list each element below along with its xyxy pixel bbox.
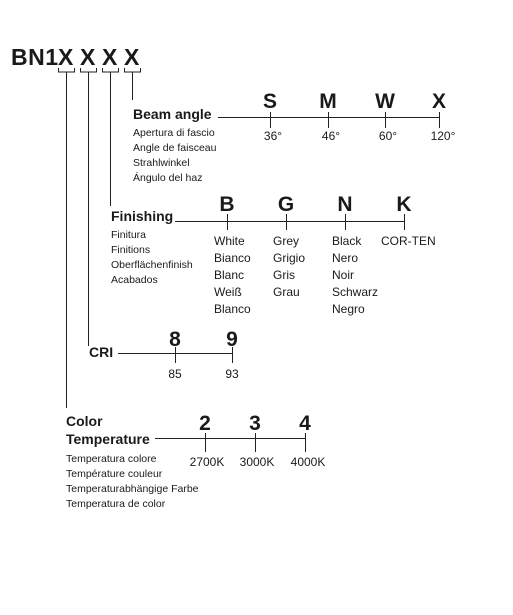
cct-value-4000k: 4000K — [290, 455, 326, 469]
finish-names-g: Grey Grigio Gris Grau — [273, 234, 306, 299]
beam-code-w: W — [375, 90, 395, 113]
code-placeholder-3: X — [102, 44, 118, 70]
finishing-title: Finishing — [111, 208, 174, 224]
finish-names-n: Black Nero Noir Schwarz Negro — [332, 234, 379, 316]
beam-angle-translations: Apertura di fascio Angle de faisceau Strahlwinkel Ángulo del haz — [133, 127, 217, 184]
cri-title: CRI — [89, 344, 114, 360]
beam-value-w: 60° — [378, 129, 398, 143]
finish-code-k: K — [396, 193, 412, 216]
beam-code-x: X — [431, 90, 447, 113]
beam-value-s: 36° — [263, 129, 283, 143]
finish-code-g: G — [277, 193, 295, 216]
finish-names-b: White Bianco Blanc Weiß Blanco — [214, 234, 251, 316]
finish-names-k: COR-TEN — [381, 234, 436, 248]
cct-code-3: 3 — [249, 412, 261, 435]
code-placeholder-4: X — [124, 44, 140, 70]
beam-value-x: 120° — [430, 129, 456, 143]
cri-value-93: 93 — [225, 367, 239, 381]
code-placeholder-1: X — [58, 44, 74, 70]
code-prefix: BN1 — [11, 44, 59, 70]
finish-code-b: B — [219, 193, 235, 216]
cct-value-3000k: 3000K — [239, 455, 275, 469]
beam-angle-title: Beam angle — [133, 106, 212, 122]
cct-code-2: 2 — [199, 412, 211, 435]
cct-code-4: 4 — [299, 412, 311, 435]
cri-value-85: 85 — [168, 367, 182, 381]
beam-value-m: 46° — [321, 129, 341, 143]
cri-code-9: 9 — [226, 328, 238, 351]
finish-code-n: N — [337, 193, 353, 216]
cct-value-2700k: 2700K — [189, 455, 225, 469]
beam-code-m: M — [319, 90, 337, 113]
color-temperature-translations: Temperatura colore Température couleur Temperaturabhängige Farbe Temperatura de color — [66, 453, 199, 510]
finishing-translations: Finitura Finitions Oberflächenfinish Acabados — [111, 229, 193, 286]
code-placeholder-2: X — [80, 44, 96, 70]
cri-code-8: 8 — [169, 328, 181, 351]
beam-code-s: S — [262, 90, 278, 113]
color-temperature-title-line1: Color — [66, 413, 103, 429]
color-temperature-title-line2: Temperature — [66, 431, 150, 447]
